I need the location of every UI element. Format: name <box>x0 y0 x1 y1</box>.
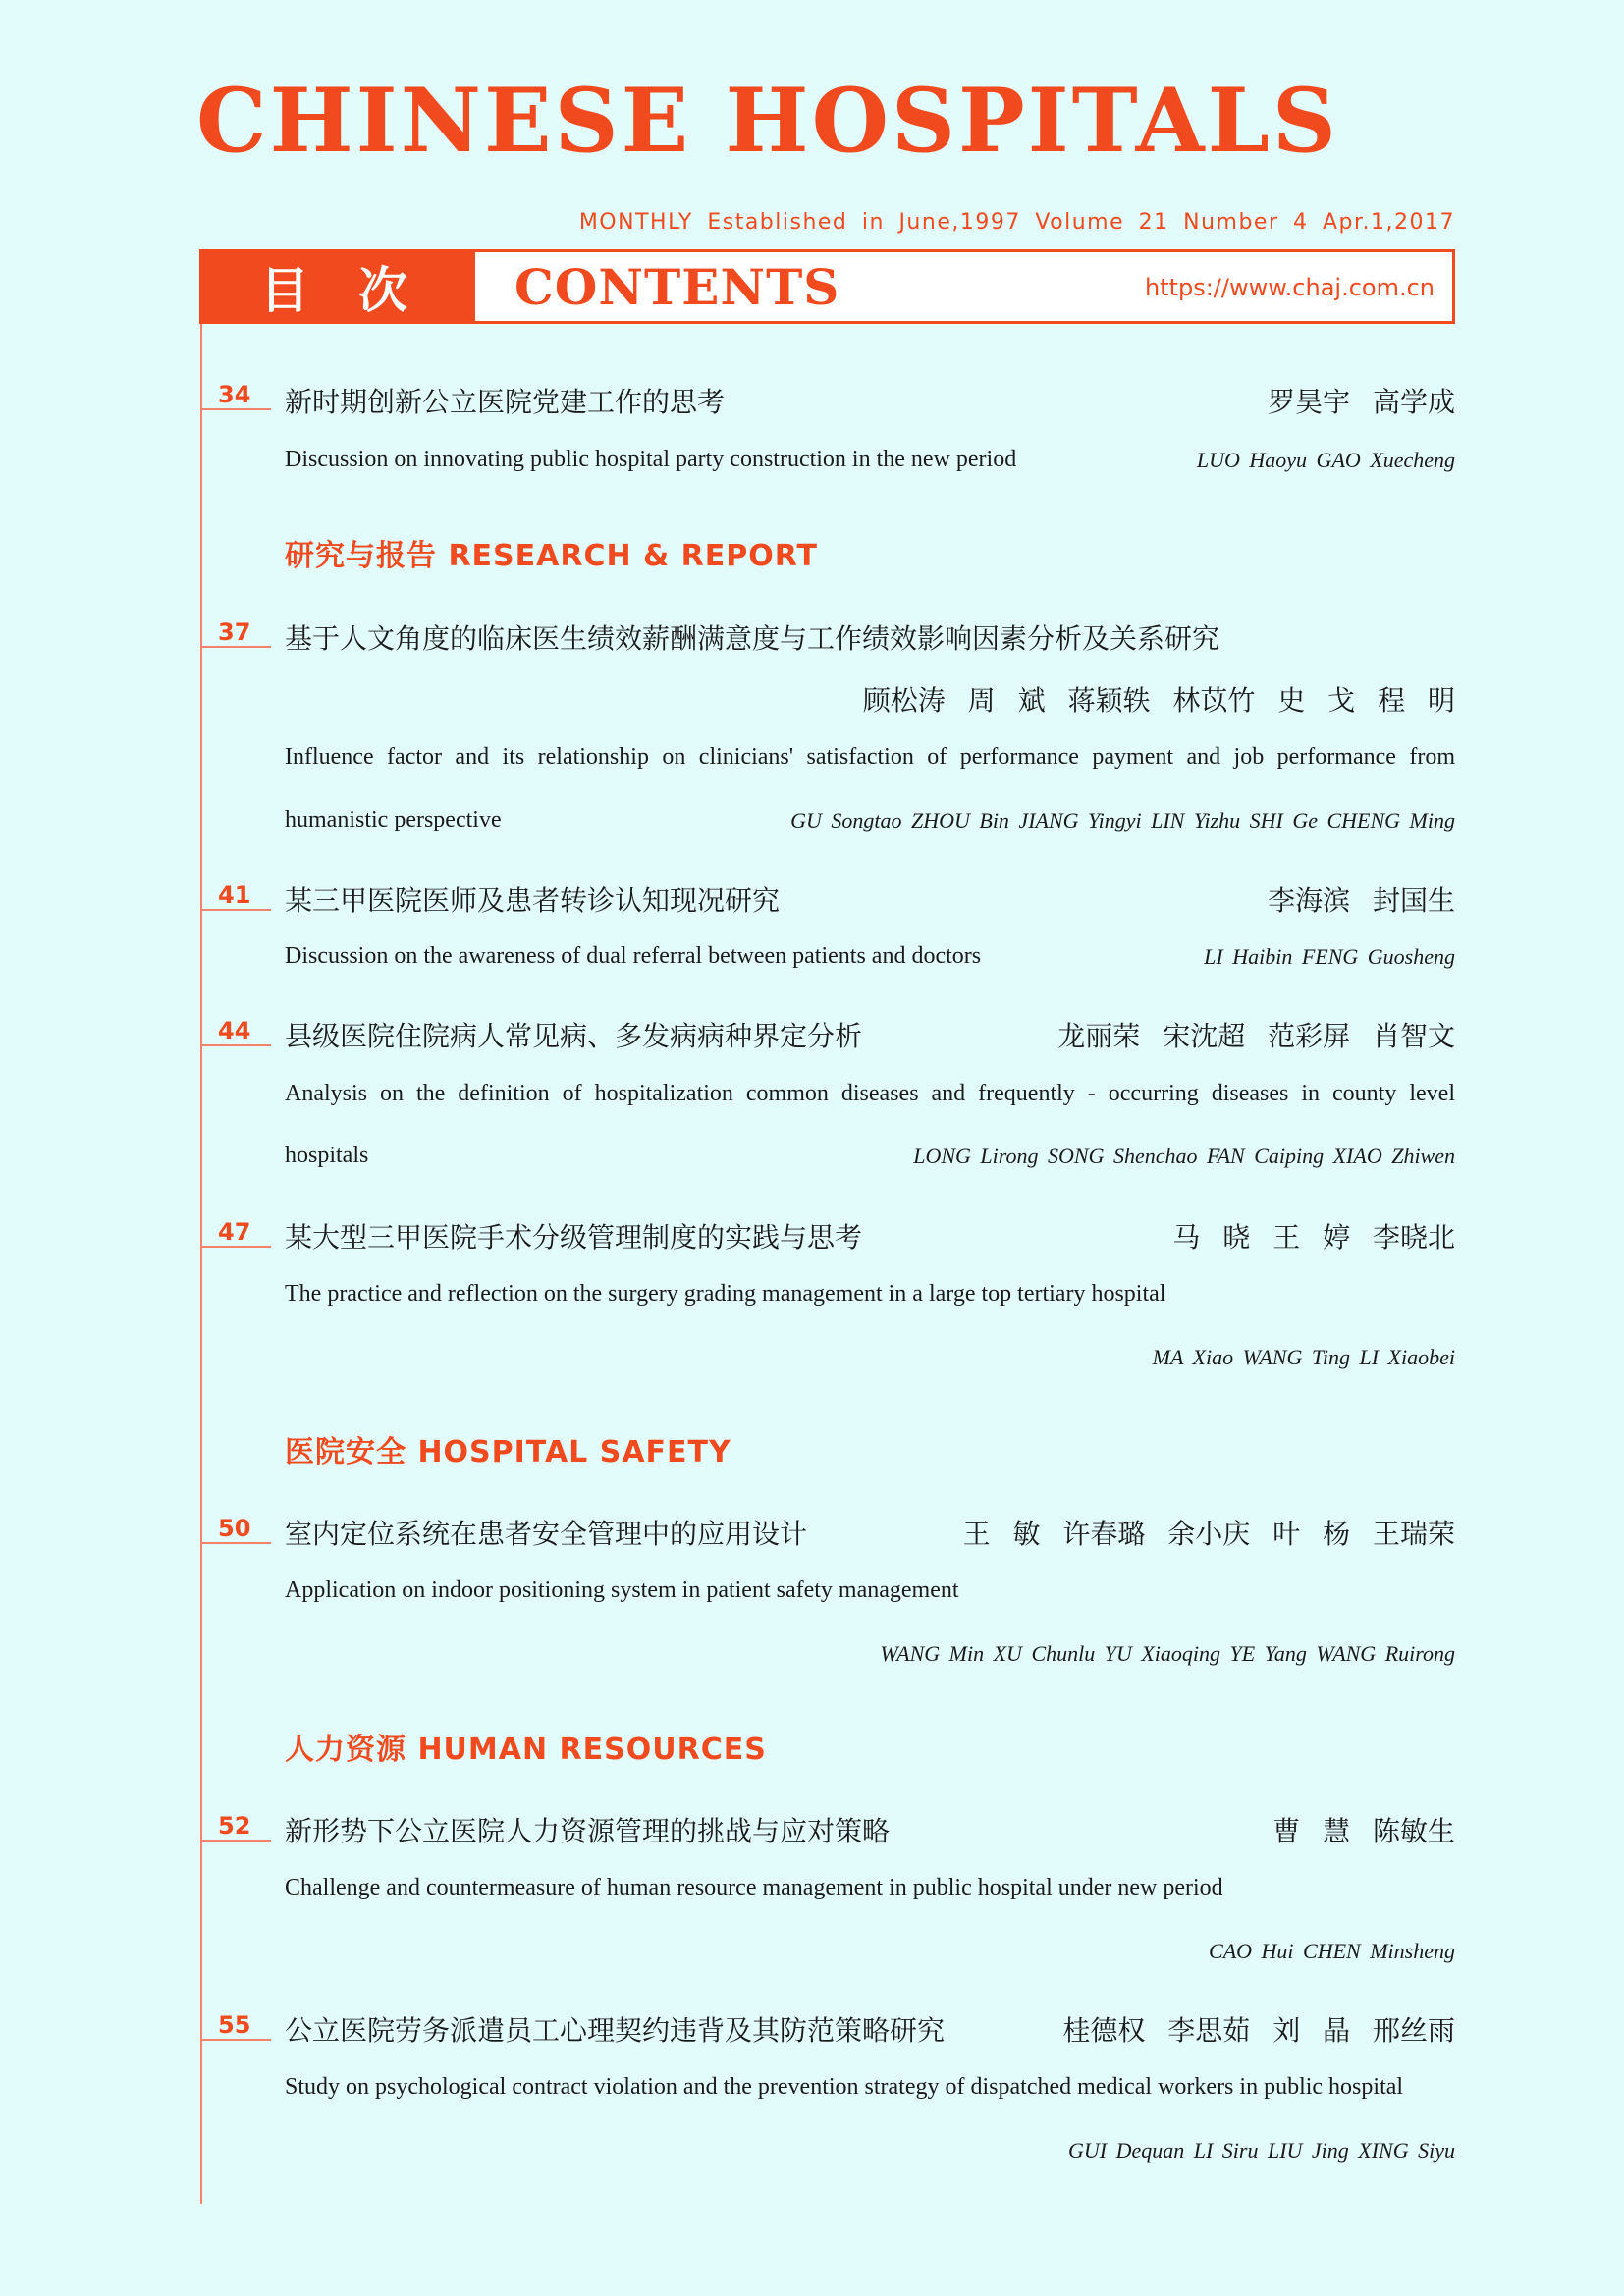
banner-en-label: CONTENTS <box>514 258 840 316</box>
page-number-underline <box>200 1542 271 1544</box>
article-title-zh[interactable]: 县级医院住院病人常见病、多发病病种界定分析 <box>285 1020 863 1052</box>
banner-zh-label: 目次 <box>202 252 475 321</box>
article-authors-zh: 曹 慧 陈敏生 <box>1272 1815 1455 1847</box>
article-title-en[interactable]: Influence factor and its relationship on clinicians' satisfaction of performance payment and job performance from <box>285 744 1455 770</box>
page-number[interactable]: 55 <box>218 2011 251 2039</box>
article-authors-en: GU Songtao ZHOU Bin JIANG Yingyi LIN Yizhu SHI Ge CHENG Ming <box>790 808 1455 832</box>
article-authors-en: LUO Haoyu GAO Xuecheng <box>1196 448 1455 472</box>
article-title-en[interactable]: The practice and reflection on the surgery grading management in a large top tertiary hospital <box>285 1281 1166 1307</box>
article-title-zh[interactable]: 公立医院劳务派遣员工心理契约违背及其防范策略研究 <box>285 2014 946 2047</box>
article-title-en[interactable]: Application on indoor positioning system in patient safety management <box>285 1577 959 1603</box>
article-title-en[interactable]: Discussion on the awareness of dual referral between patients and doctors <box>285 943 982 969</box>
article-authors-zh: 马 晓 王 婷 李晓北 <box>1172 1221 1455 1254</box>
journal-url-link[interactable]: https://www.chaj.com.cn <box>1144 274 1435 301</box>
page-number[interactable]: 47 <box>218 1218 251 1246</box>
section-heading-hr: 人力资源 HUMAN RESOURCES <box>285 1733 767 1767</box>
contents-banner <box>199 249 1455 324</box>
left-margin-rule <box>200 324 202 2204</box>
article-title-zh[interactable]: 基于人文角度的临床医生绩效薪酬满意度与工作绩效影响因素分析及关系研究 <box>285 622 1220 655</box>
article-authors-en: MA Xiao WANG Ting LI Xiaobei <box>1152 1345 1455 1369</box>
article-authors-en: LI Haibin FENG Guosheng <box>1204 944 1455 969</box>
article-title-zh[interactable]: 新时期创新公立医院党建工作的思考 <box>285 386 726 418</box>
issue-line: MONTHLY Established in June,1997 Volume 21 Number 4 Apr.1,2017 <box>578 210 1455 235</box>
article-title-en-continued[interactable]: humanistic perspective <box>285 807 502 832</box>
page-number[interactable]: 52 <box>218 1812 251 1840</box>
page-number-underline <box>200 646 271 648</box>
article-title-zh[interactable]: 某大型三甲医院手术分级管理制度的实践与思考 <box>285 1221 863 1254</box>
article-title-zh[interactable]: 某三甲医院医师及患者转诊认知现况研究 <box>285 884 781 917</box>
article-authors-en: WANG Min XU Chunlu YU Xiaoqing YE Yang WANG Ruirong <box>880 1641 1455 1666</box>
article-authors-zh: 龙丽荣 宋沈超 范彩屏 肖智文 <box>1057 1020 1455 1052</box>
article-title-en-continued[interactable]: hospitals <box>285 1143 369 1168</box>
article-authors-en: CAO Hui CHEN Minsheng <box>1209 1939 1455 1963</box>
article-title-zh[interactable]: 室内定位系统在患者安全管理中的应用设计 <box>285 1518 808 1550</box>
journal-title: CHINESE HOSPITALS <box>196 69 1339 173</box>
article-authors-zh: 王 敏 许春璐 余小庆 叶 杨 王瑞荣 <box>962 1518 1455 1550</box>
page-number-underline <box>200 1246 271 1248</box>
page-number[interactable]: 34 <box>218 381 251 408</box>
article-authors-en: GUI Dequan LI Siru LIU Jing XING Siyu <box>1067 2138 1455 2163</box>
section-heading-research: 研究与报告 RESEARCH & REPORT <box>285 539 818 573</box>
page-number-underline <box>200 909 271 911</box>
article-title-en[interactable]: Analysis on the definition of hospitalization common diseases and frequently - occurring diseases in county level <box>285 1081 1455 1106</box>
article-title-en[interactable]: Discussion on innovating public hospital party construction in the new period <box>285 447 1017 472</box>
page-number-underline <box>200 2039 271 2041</box>
article-authors-zh: 李海滨 封国生 <box>1268 884 1455 917</box>
article-authors-zh: 罗昊宇 高学成 <box>1268 386 1455 418</box>
article-authors-zh: 桂德权 李思茹 刘 晶 邢丝雨 <box>1062 2014 1455 2047</box>
article-authors-en: LONG Lirong SONG Shenchao FAN Caiping XIAO Zhiwen <box>913 1144 1455 1168</box>
page-number[interactable]: 50 <box>218 1515 251 1542</box>
article-title-en[interactable]: Study on psychological contract violation and the prevention strategy of dispatched medical workers in public hospital <box>285 2074 1404 2100</box>
page-number-underline <box>200 1044 271 1046</box>
article-title-zh[interactable]: 新形势下公立医院人力资源管理的挑战与应对策略 <box>285 1815 891 1847</box>
page-number[interactable]: 37 <box>218 618 251 646</box>
page-number[interactable]: 41 <box>218 881 251 909</box>
section-heading-safety: 医院安全 HOSPITAL SAFETY <box>285 1435 731 1469</box>
page-number[interactable]: 44 <box>218 1017 251 1044</box>
page-number-underline <box>200 1840 271 1842</box>
page-number-underline <box>200 408 271 410</box>
article-title-en[interactable]: Challenge and countermeasure of human resource management in public hospital under new period <box>285 1875 1223 1900</box>
article-authors-zh: 顾松涛 周 斌 蒋颖轶 林苡竹 史 戈 程 明 <box>862 684 1455 717</box>
